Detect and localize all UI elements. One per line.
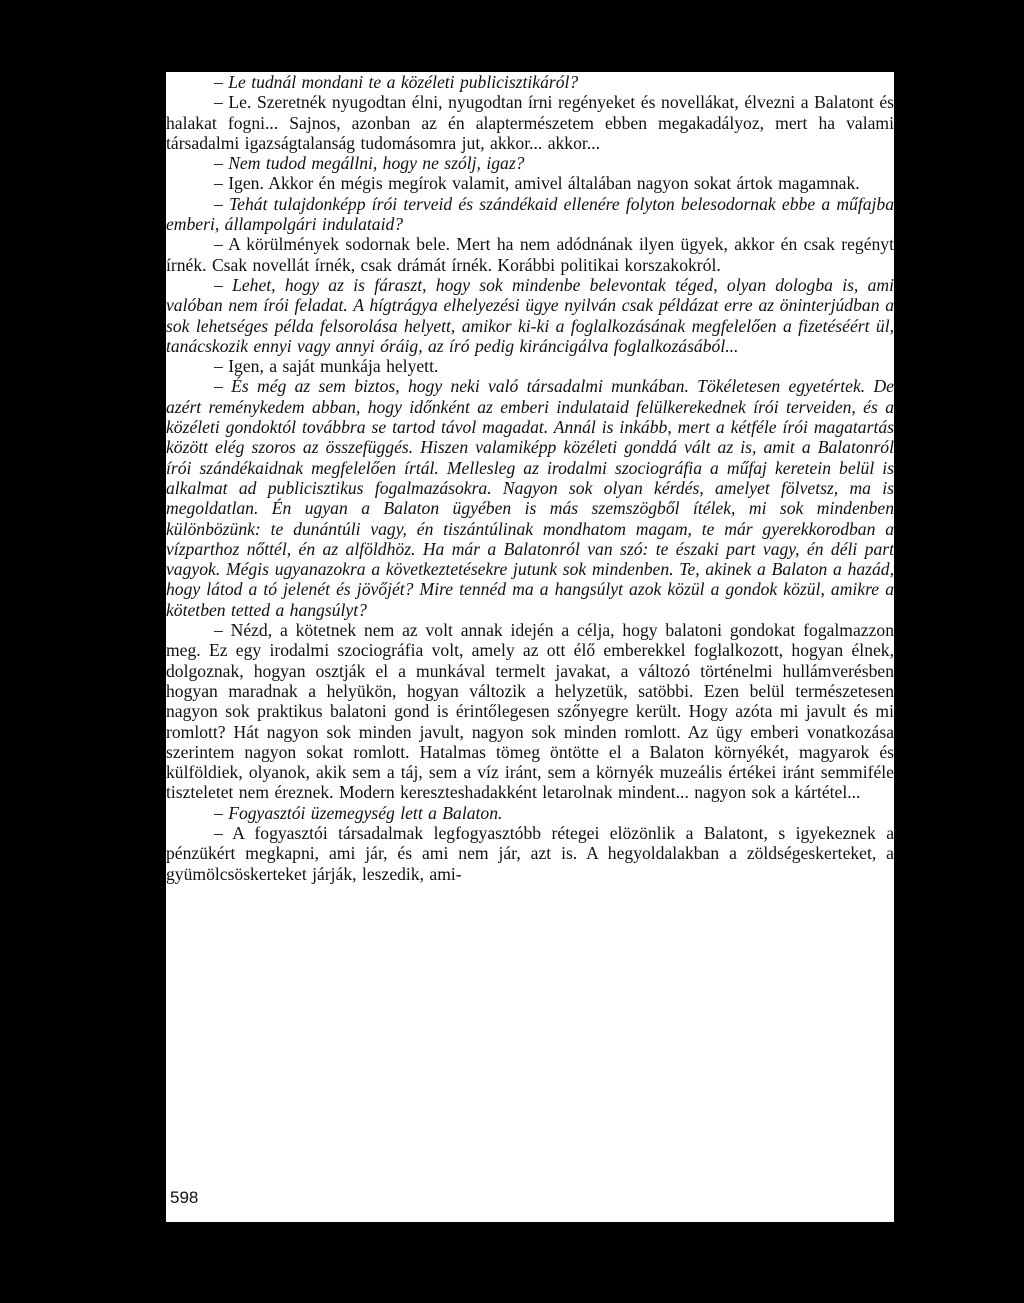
- paragraph: – Fogyasztói üzemegység lett a Balaton.: [214, 802, 503, 823]
- paragraph: – Tehát tulajdonképp írói terveid és szándékaid ellenére folyton belesodornak ebbe a műfajba emberi, állampolgári indulataid?: [166, 193, 894, 235]
- paragraph: – Nézd, a kötetnek nem az volt annak idején a célja, hogy balatoni gondokat fogalmazzon meg. Ez egy irodalmi szociográfia volt, amely az ott élő emberekkel foglalkozott, hogyan élnek, dolgoznak, hogyan osztják el a munkával termelt javakat, a változó történelmi hullámverésben hogyan maradnak a helyükön, hogyan változik a helyzetük, satöbbi. Ezen belül természetesen nagyon sok praktikus balatoni gond is érintőlegesen szőnyegre került. Hogy azóta mi javult és mi romlott? Hát nagyon sok minden javult, nagyon sok minden romlott. Az ügy emberi vonatkozása szerintem nagyon sokat romlott. Hatalmas tömeg öntötte el a Balaton környékét, magyarok és külföldiek, olyanok, akik sem a táj, sem a víz iránt, sem a környék muzeális értékei iránt semmiféle tiszteletet nem éreznek. Modern kereszteshadakként letarolnak mindent... nagyon sok a kártétel...: [166, 620, 894, 803]
- paragraph: – Igen, a saját munkája helyett.: [214, 356, 439, 377]
- paragraph: – Lehet, hogy az is fáraszt, hogy sok mindenbe belevontak téged, olyan dologba is, ami valóban nem írói feladat. A hígtrágya elhelyezési ügye nyilván csak példázat erre az öninterjúdban a sok lehetséges példa felsorolása helyett, amikor ki-ki a foglalkozásának megfelelően a fizetéséért ül, tanácskozik ennyi vagy annyi óráig, az író pedig kiráncigálva foglalkozásából...: [166, 274, 894, 356]
- paragraph: – Le tudnál mondani te a közéleti publicisztikáról?: [214, 72, 579, 92]
- paragraph: – A körülmények sodornak bele. Mert ha nem adódnának ilyen ügyek, akkor én csak regényt írnék. Csak novellát írnék, csak drámát írnék. Korábbi politikai korszakokról.: [166, 234, 894, 275]
- page-number: 598: [170, 1188, 199, 1207]
- paragraph: – Le. Szeretnék nyugodtan élni, nyugodtan írni regényeket és novellákat, élvezni a Balatont és halakat fogni... Sajnos, azonban az én alaptermészetem ebben megakadályoz, mert ha valami társadalmi igazságtalanság tudomásomra jut, akkor... akkor...: [166, 92, 894, 153]
- book-page: [166, 72, 894, 1222]
- paragraph: – Nem tudod megállni, hogy ne szólj, igaz?: [214, 153, 525, 174]
- paragraph: – Igen. Akkor én mégis megírok valamit, amivel általában nagyon sokat ártok magamnak.: [214, 173, 860, 194]
- paragraph: – A fogyasztói társadalmak legfogyasztóbb rétegei elözönlik a Balatont, s igyekeznek a pénzükért megkapni, ami jár, és ami nem jár, azt is. A hegyoldalakban a zöldségeskerteket, a gyümölcsöskerteket járják, leszedik, ami-: [166, 822, 894, 884]
- body-text: [166, 72, 894, 884]
- paragraph: – És még az sem biztos, hogy neki való társadalmi munkában. Tökéletesen egyetértek. De azért reménykedem abban, hogy időnként az emberi indulataid felülkerekednek írói terveiden, és a közéleti gondoktól továbbra se tartod távol magadat. Annál is inkább, mert a kétféle írói magatartás között elég szoros az összefüggés. Hiszen valamiképp közéleti gonddá vált az is, amit a Balatonról írói szándékaidnak megfelelően írtál. Mellesleg az irodalmi szociográfia a műfaj keretein belül is alkalmat ad publicisztikus fogalmazásokra. Nagyon sok olyan kérdés, amelyet fölvetsz, ma is megoldatlan. Én ugyan a Balaton ügyében is más szemszögből ítélek, mi sok mindenben különbözünk: te dunántúli vagy, én tiszántúlinak mondhatom magam, te már gyerekkorodban a vízparthoz nőttél, én az alföldhöz. Ha már a Balatonról van szó: te északi part vagy, én déli part vagyok. Mégis ugyanazokra a következtetésekre jutunk sok mindenben. Te, akinek a Balaton a hazád, hogy látod a tó jelenét és jövőjét? Mire tennéd ma a hangsúlyt azok közül a gondok közül, amikre a kötetben tetted a hangsúlyt?: [166, 376, 894, 620]
